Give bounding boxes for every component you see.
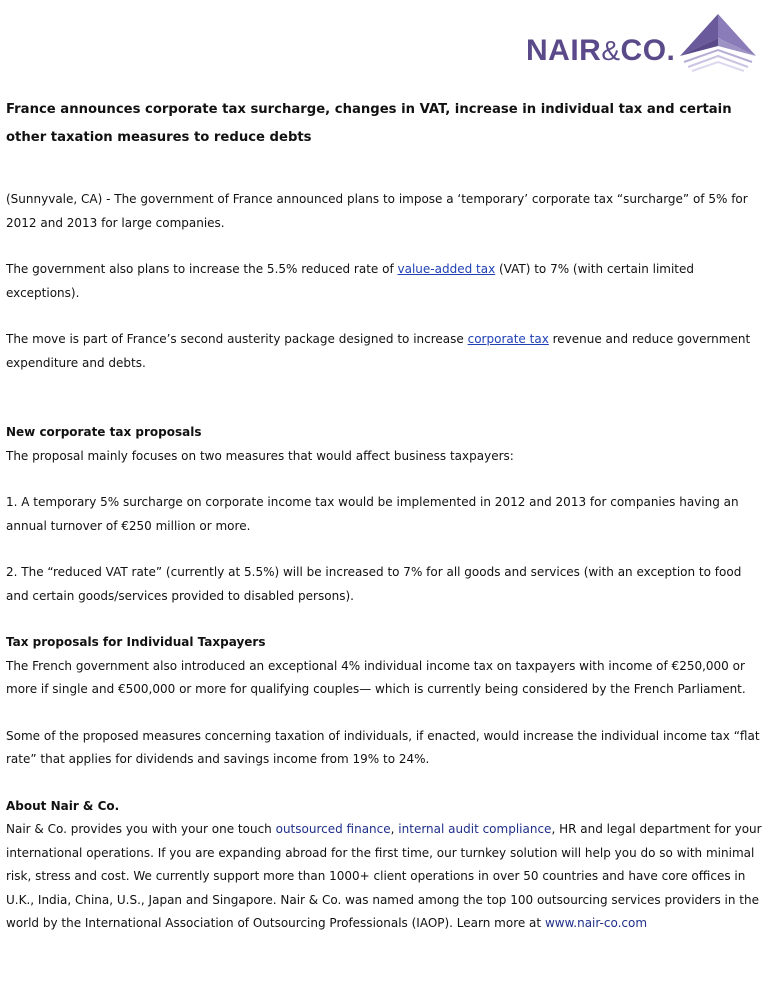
website-link[interactable]: www.nair-co.com [544,916,648,930]
value-added-tax-link[interactable]: value-added tax [397,262,496,276]
about-text-3: , HR and legal department for your international operations. If you are expanding abroad for the first time, our turnkey solution will help you do so with minimal risk, stress and cost. We currently support more than 1000+ client operations in over 50 countries and have core offices in U.K., India, China, U.S., Japan and Singapore. Nair & Co. was named among the top 100 outsourcing services providers in the world by the International Association of Outsourcing Professionals (IAOP). Learn more at [6,822,762,930]
austerity-paragraph [6,328,766,375]
section-heading-about: About Nair & Co. [6,798,120,813]
logo-suffix: CO. [620,34,676,67]
austerity-text-after: revenue and reduce government expenditure and debts. [6,332,751,370]
outsourced-finance-link[interactable]: outsourced finance [275,822,391,836]
press-release [6,96,766,936]
about-paragraph [6,818,766,936]
corporate-measure-2: 2. The “reduced VAT rate” (currently at 5.5%) will be increased to 7% for all goods and services (with an exception to food and certain goods/services provided to disabled persons). [6,565,742,603]
about-text-1: Nair & Co. provides you with your one touch [6,822,276,836]
company-logo [526,12,760,74]
logo-wordmark [526,34,675,68]
vat-paragraph [6,258,766,305]
logo-ampersand: & [601,35,621,66]
page-title: France announces corporate tax surcharge, changes in VAT, increase in individual tax and certain other taxation measures to reduce debts [6,102,732,145]
intro-paragraph: (Sunnyvale, CA) - The government of France announced plans to impose a ‘temporary’ corporate tax “surcharge” of 5% for 2012 and 2013 for large companies. [6,192,748,230]
section-heading-individual: Tax proposals for Individual Taxpayers [6,635,266,649]
individual-paragraph-1: The French government also introduced an exceptional 4% individual income tax on taxpayers with income of €250,000 or more if single and €500,000 or more for qualifying couples— which is currently being considered by the French Parliament. [6,658,746,696]
austerity-text-before: The move is part of France’s second austerity package designed to increase [6,332,468,346]
corporate-tax-link[interactable]: corporate tax [467,332,549,346]
about-text-2: , [390,822,399,836]
logo-brand: NAIR [526,34,602,67]
vat-text-after: (VAT) to 7% (with certain limited exceptions). [6,262,695,300]
section-heading-corporate: New corporate tax proposals [6,425,202,439]
vat-text-before: The government also plans to increase the 5.5% reduced rate of [6,262,398,276]
corporate-measure-1: 1. A temporary 5% surcharge on corporate income tax would be implemented in 2012 and 2013 for companies having an annual turnover of €250 million or more. [6,495,739,533]
corporate-intro: The proposal mainly focuses on two measures that would affect business taxpayers: [6,448,514,463]
pyramid-logo-icon [676,12,760,72]
internal-audit-compliance-link[interactable]: internal audit compliance [398,822,552,836]
individual-paragraph-2: Some of the proposed measures concerning taxation of individuals, if enacted, would increase the individual income tax “flat rate” that applies for dividends and savings income from 19% to 24%. [6,728,760,766]
